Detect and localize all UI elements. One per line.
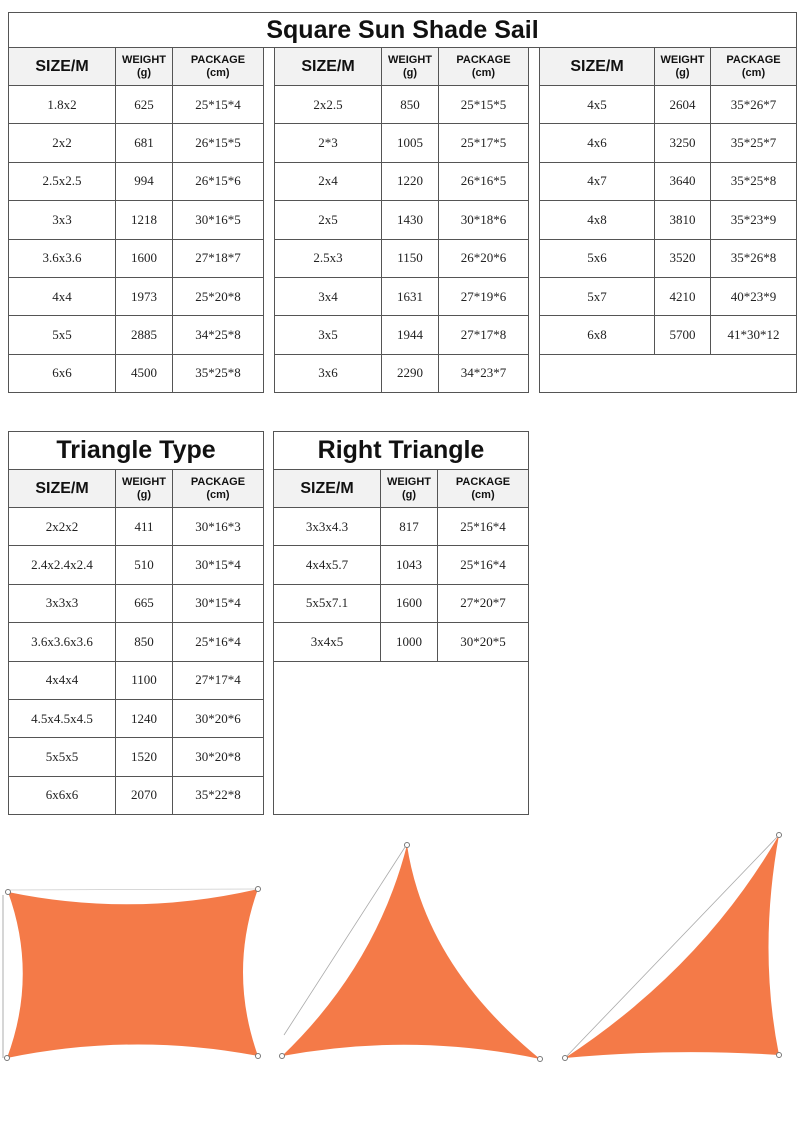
size-cell: 2.4x2.4x2.4 bbox=[9, 546, 116, 584]
table-row bbox=[9, 699, 264, 737]
weight-cell: 411 bbox=[116, 508, 173, 546]
weight-cell: 510 bbox=[116, 546, 173, 584]
column-gap bbox=[529, 354, 540, 392]
size-cell: 6x8 bbox=[540, 316, 655, 354]
empty-cell bbox=[274, 738, 529, 776]
weight-cell: 817 bbox=[381, 508, 438, 546]
weight-cell: 850 bbox=[116, 623, 173, 661]
package-cell: 26*15*5 bbox=[173, 124, 264, 162]
weight-cell: 1631 bbox=[382, 277, 439, 315]
square-sail-icon bbox=[3, 887, 261, 1061]
weight-cell: 681 bbox=[116, 124, 173, 162]
package-cell: 25*15*4 bbox=[173, 86, 264, 124]
column-gap bbox=[529, 162, 540, 200]
column-gap bbox=[529, 201, 540, 239]
size-cell: 3x3x3 bbox=[9, 584, 116, 622]
weight-cell: 850 bbox=[382, 86, 439, 124]
weight-cell: 3640 bbox=[655, 162, 711, 200]
package-cell: 40*23*9 bbox=[711, 277, 797, 315]
size-cell: 2x2 bbox=[9, 124, 116, 162]
column-gap bbox=[264, 201, 275, 239]
package-cell: 41*30*12 bbox=[711, 316, 797, 354]
column-gap bbox=[529, 277, 540, 315]
square-header-row bbox=[9, 48, 797, 86]
size-cell: 2.5x2.5 bbox=[9, 162, 116, 200]
size-cell: 3x6 bbox=[275, 354, 382, 392]
weight-cell: 1000 bbox=[381, 623, 438, 661]
package-cell: 27*20*7 bbox=[438, 584, 529, 622]
weight-header: WEIGHT (g) bbox=[655, 48, 711, 86]
package-cell: 27*17*4 bbox=[173, 661, 264, 699]
empty-row bbox=[274, 699, 529, 737]
table-row bbox=[274, 584, 529, 622]
size-cell: 6x6 bbox=[9, 354, 116, 392]
package-cell: 35*26*8 bbox=[711, 239, 797, 277]
weight-cell: 5700 bbox=[655, 316, 711, 354]
size-cell: 1.8x2 bbox=[9, 86, 116, 124]
package-cell: 30*18*6 bbox=[439, 201, 529, 239]
size-cell: 2x2x2 bbox=[9, 508, 116, 546]
triangle-table-title: Triangle Type bbox=[9, 432, 264, 470]
package-cell: 30*20*5 bbox=[438, 623, 529, 661]
empty-cell bbox=[540, 354, 797, 392]
package-cell: 25*16*4 bbox=[173, 623, 264, 661]
square-sail-table bbox=[8, 12, 797, 393]
package-cell: 30*16*3 bbox=[173, 508, 264, 546]
weight-cell: 2070 bbox=[116, 776, 173, 814]
size-cell: 5x5 bbox=[9, 316, 116, 354]
table-row bbox=[9, 86, 797, 124]
size-cell: 4x4x5.7 bbox=[274, 546, 381, 584]
package-cell: 26*15*6 bbox=[173, 162, 264, 200]
empty-cell bbox=[274, 661, 529, 699]
size-cell: 5x7 bbox=[540, 277, 655, 315]
column-gap bbox=[529, 316, 540, 354]
package-cell: 27*18*7 bbox=[173, 239, 264, 277]
table-row bbox=[274, 546, 529, 584]
size-cell: 4x4 bbox=[9, 277, 116, 315]
size-cell: 5x5x5 bbox=[9, 738, 116, 776]
weight-cell: 3520 bbox=[655, 239, 711, 277]
sail-shapes bbox=[0, 820, 800, 1080]
package-cell: 25*15*5 bbox=[439, 86, 529, 124]
size-cell: 2*3 bbox=[275, 124, 382, 162]
weight-cell: 1430 bbox=[382, 201, 439, 239]
table-row bbox=[9, 776, 264, 814]
package-cell: 34*25*8 bbox=[173, 316, 264, 354]
triangle-sail-icon bbox=[280, 843, 543, 1062]
package-cell: 30*20*6 bbox=[173, 699, 264, 737]
right-triangle-table bbox=[273, 431, 529, 815]
size-cell: 4x6 bbox=[540, 124, 655, 162]
empty-cell bbox=[274, 699, 529, 737]
package-cell: 30*15*4 bbox=[173, 546, 264, 584]
empty-row bbox=[274, 661, 529, 699]
table-row bbox=[9, 661, 264, 699]
square-table-body bbox=[9, 86, 797, 393]
table-row bbox=[9, 623, 264, 661]
size-cell: 2x2.5 bbox=[275, 86, 382, 124]
weight-cell: 1240 bbox=[116, 699, 173, 737]
package-cell: 26*20*6 bbox=[439, 239, 529, 277]
size-cell: 2x5 bbox=[275, 201, 382, 239]
package-cell: 35*25*7 bbox=[711, 124, 797, 162]
table-row bbox=[9, 277, 797, 315]
weight-header: WEIGHT (g) bbox=[382, 48, 439, 86]
size-cell: 3.6x3.6 bbox=[9, 239, 116, 277]
size-header: SIZE/M bbox=[9, 470, 116, 508]
triangle-table bbox=[8, 431, 264, 815]
weight-cell: 1600 bbox=[381, 584, 438, 622]
size-cell: 6x6x6 bbox=[9, 776, 116, 814]
square-table-title: Square Sun Shade Sail bbox=[9, 13, 797, 48]
package-cell: 35*25*8 bbox=[711, 162, 797, 200]
table-row bbox=[274, 623, 529, 661]
column-gap bbox=[264, 354, 275, 392]
size-cell: 4x5 bbox=[540, 86, 655, 124]
table-row bbox=[9, 508, 264, 546]
package-cell: 35*22*8 bbox=[173, 776, 264, 814]
column-gap bbox=[264, 48, 275, 86]
table-row bbox=[9, 201, 797, 239]
package-header: PACKAGE (cm) bbox=[173, 470, 264, 508]
weight-cell: 1520 bbox=[116, 738, 173, 776]
weight-cell: 2604 bbox=[655, 86, 711, 124]
package-cell: 34*23*7 bbox=[439, 354, 529, 392]
triangle-table-body bbox=[9, 508, 264, 815]
weight-header: WEIGHT (g) bbox=[116, 470, 173, 508]
size-cell: 2.5x3 bbox=[275, 239, 382, 277]
weight-cell: 4500 bbox=[116, 354, 173, 392]
table-row bbox=[9, 316, 797, 354]
weight-cell: 1150 bbox=[382, 239, 439, 277]
size-header: SIZE/M bbox=[9, 48, 116, 86]
weight-cell: 3810 bbox=[655, 201, 711, 239]
table-row bbox=[9, 124, 797, 162]
size-cell: 5x6 bbox=[540, 239, 655, 277]
size-cell: 4x7 bbox=[540, 162, 655, 200]
weight-cell: 625 bbox=[116, 86, 173, 124]
size-cell: 3x3 bbox=[9, 201, 116, 239]
table-row bbox=[9, 738, 264, 776]
weight-header: WEIGHT (g) bbox=[381, 470, 438, 508]
table-row bbox=[9, 354, 797, 392]
weight-cell: 1600 bbox=[116, 239, 173, 277]
package-cell: 30*16*5 bbox=[173, 201, 264, 239]
column-gap bbox=[264, 316, 275, 354]
size-cell: 3.6x3.6x3.6 bbox=[9, 623, 116, 661]
package-cell: 35*23*9 bbox=[711, 201, 797, 239]
size-cell: 4.5x4.5x4.5 bbox=[9, 699, 116, 737]
package-cell: 27*19*6 bbox=[439, 277, 529, 315]
size-header: SIZE/M bbox=[540, 48, 655, 86]
size-cell: 3x4 bbox=[275, 277, 382, 315]
column-gap bbox=[264, 162, 275, 200]
package-cell: 25*17*5 bbox=[439, 124, 529, 162]
package-cell: 30*15*4 bbox=[173, 584, 264, 622]
weight-cell: 1100 bbox=[116, 661, 173, 699]
size-cell: 2x4 bbox=[275, 162, 382, 200]
size-cell: 5x5x7.1 bbox=[274, 584, 381, 622]
package-cell: 35*26*7 bbox=[711, 86, 797, 124]
weight-cell: 1218 bbox=[116, 201, 173, 239]
size-cell: 3x5 bbox=[275, 316, 382, 354]
package-cell: 35*25*8 bbox=[173, 354, 264, 392]
weight-header: WEIGHT (g) bbox=[116, 48, 173, 86]
right-triangle-table-body bbox=[274, 508, 529, 815]
package-cell: 26*16*5 bbox=[439, 162, 529, 200]
table-row bbox=[274, 508, 529, 546]
package-cell: 25*16*4 bbox=[438, 508, 529, 546]
weight-cell: 1973 bbox=[116, 277, 173, 315]
size-cell: 4x4x4 bbox=[9, 661, 116, 699]
size-cell: 4x8 bbox=[540, 201, 655, 239]
package-header: PACKAGE (cm) bbox=[439, 48, 529, 86]
weight-cell: 994 bbox=[116, 162, 173, 200]
weight-cell: 3250 bbox=[655, 124, 711, 162]
weight-cell: 665 bbox=[116, 584, 173, 622]
table-row bbox=[9, 162, 797, 200]
package-cell: 27*17*8 bbox=[439, 316, 529, 354]
empty-row bbox=[274, 738, 529, 776]
column-gap bbox=[529, 239, 540, 277]
table-row bbox=[9, 239, 797, 277]
package-header: PACKAGE (cm) bbox=[711, 48, 797, 86]
column-gap bbox=[264, 277, 275, 315]
column-gap bbox=[529, 86, 540, 124]
table-row bbox=[9, 546, 264, 584]
column-gap bbox=[529, 124, 540, 162]
package-cell: 30*20*8 bbox=[173, 738, 264, 776]
weight-cell: 1043 bbox=[381, 546, 438, 584]
weight-cell: 1944 bbox=[382, 316, 439, 354]
right-triangle-sail-icon bbox=[563, 833, 782, 1061]
right-triangle-header-row bbox=[274, 470, 529, 508]
weight-cell: 4210 bbox=[655, 277, 711, 315]
package-cell: 25*16*4 bbox=[438, 546, 529, 584]
weight-cell: 1005 bbox=[382, 124, 439, 162]
table-row bbox=[9, 584, 264, 622]
column-gap bbox=[264, 86, 275, 124]
right-triangle-table-title: Right Triangle bbox=[274, 432, 529, 470]
triangle-header-row bbox=[9, 470, 264, 508]
weight-cell: 2290 bbox=[382, 354, 439, 392]
size-cell: 3x4x5 bbox=[274, 623, 381, 661]
empty-row bbox=[274, 776, 529, 814]
column-gap bbox=[264, 124, 275, 162]
package-cell: 25*20*8 bbox=[173, 277, 264, 315]
empty-cell bbox=[274, 776, 529, 814]
weight-cell: 1220 bbox=[382, 162, 439, 200]
size-header: SIZE/M bbox=[274, 470, 381, 508]
package-header: PACKAGE (cm) bbox=[173, 48, 264, 86]
package-header: PACKAGE (cm) bbox=[438, 470, 529, 508]
size-header: SIZE/M bbox=[275, 48, 382, 86]
column-gap bbox=[264, 239, 275, 277]
weight-cell: 2885 bbox=[116, 316, 173, 354]
column-gap bbox=[529, 48, 540, 86]
size-cell: 3x3x4.3 bbox=[274, 508, 381, 546]
